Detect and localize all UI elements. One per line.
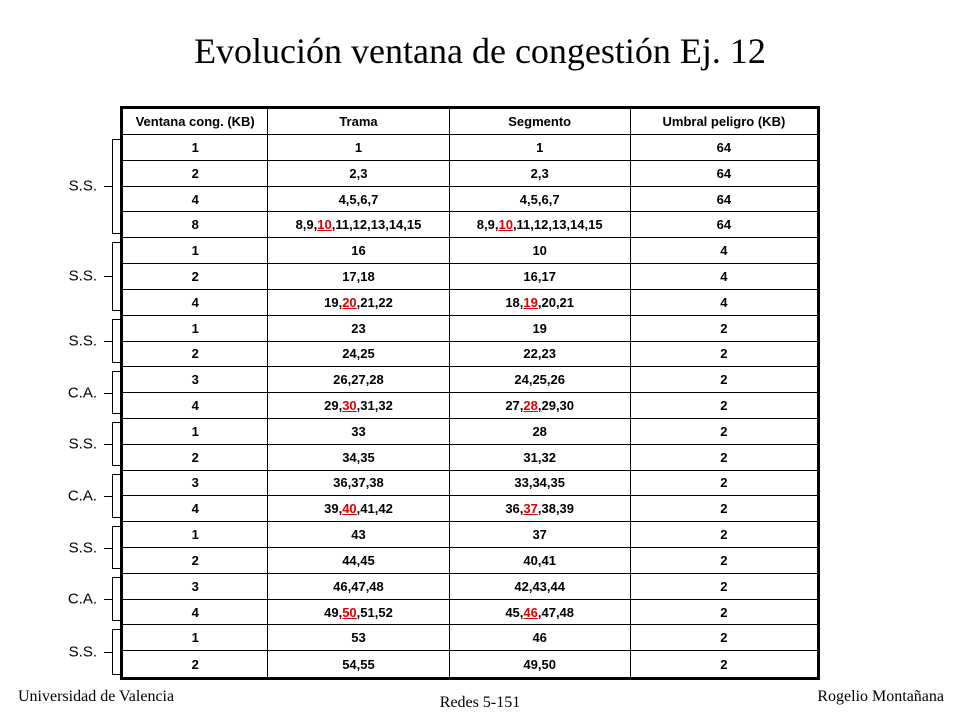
cell-ventana [122, 264, 268, 290]
cell-text: 53 [351, 630, 366, 646]
cell-trama [268, 470, 449, 496]
cell-text: 24,25,26 [514, 372, 565, 388]
cell-trama [268, 522, 449, 548]
cell-trama [268, 341, 449, 367]
cell-trama [268, 315, 449, 341]
cell-segmento [449, 212, 630, 238]
lost-segment-highlight: 10 [498, 217, 513, 233]
cell-ventana [122, 212, 268, 238]
phase-label: S.S. [68, 332, 97, 350]
cell-text: 49,50 [523, 656, 556, 672]
cell-text: 2 [720, 656, 728, 672]
table-row [122, 212, 819, 238]
cell-text: 64 [716, 191, 732, 207]
phase-label: C.A. [67, 590, 97, 608]
cell-umbral [630, 186, 818, 212]
cell-text: 4,5,6,7 [519, 191, 560, 207]
bracket-line [112, 242, 122, 311]
phase-label: C.A. [67, 384, 97, 402]
cell-umbral [630, 341, 818, 367]
cell-segmento [449, 651, 630, 679]
cell-segmento [449, 625, 630, 651]
phase-label: S.S. [68, 177, 97, 195]
cell-text: 1 [191, 527, 199, 543]
cell-text: 4 [720, 268, 728, 284]
cell-text: 4 [720, 294, 728, 310]
cell-umbral [630, 289, 818, 315]
cell-text: 40,41 [523, 552, 556, 568]
lost-segment-highlight: 20 [342, 294, 357, 310]
cell-umbral [630, 367, 818, 393]
cell-text: 4 [191, 398, 199, 414]
table-row [122, 470, 819, 496]
cell-text: 2 [191, 552, 199, 568]
cell-ventana [122, 573, 268, 599]
cell-text: 23 [351, 320, 366, 336]
bracket-tick [104, 276, 112, 277]
cell-text: 1 [191, 320, 199, 336]
cell-ventana [122, 160, 268, 186]
cell-trama [268, 186, 449, 212]
cell-text: 28 [532, 423, 547, 439]
cell-text: 2 [191, 449, 199, 465]
header-trama: Trama [268, 108, 449, 135]
cell-text: 64 [716, 139, 732, 155]
cell-trama [268, 160, 449, 186]
cell-text: 29, [324, 398, 343, 414]
table-row [122, 522, 819, 548]
cell-text: 43 [351, 527, 366, 543]
cell-trama [268, 135, 449, 161]
cell-text: 19 [532, 320, 547, 336]
cell-text: 2 [720, 372, 728, 388]
cell-text: 27, [505, 398, 524, 414]
cell-segmento [449, 599, 630, 625]
cell-text: 2 [191, 346, 199, 362]
cell-segmento [449, 160, 630, 186]
cell-ventana [122, 186, 268, 212]
cell-text: 37 [532, 527, 547, 543]
cell-text: ,29,30 [537, 398, 575, 414]
cell-text: 4 [191, 501, 199, 517]
cell-segmento [449, 522, 630, 548]
cell-ventana [122, 548, 268, 574]
footer-author: Rogelio Montañana [817, 688, 944, 705]
cell-ventana [122, 625, 268, 651]
bracket-line [112, 422, 122, 466]
lost-segment-highlight: 46 [523, 604, 538, 620]
lost-segment-highlight: 40 [342, 501, 357, 517]
cell-trama [268, 444, 449, 470]
cell-trama [268, 496, 449, 522]
cell-ventana [122, 393, 268, 419]
cell-text: 36, [505, 501, 524, 517]
cell-text: ,11,12,13,14,15 [512, 217, 603, 233]
cell-segmento [449, 496, 630, 522]
cell-ventana [122, 599, 268, 625]
cell-text: 2 [720, 630, 728, 646]
cell-ventana [122, 341, 268, 367]
cell-trama [268, 548, 449, 574]
lost-segment-highlight: 37 [523, 501, 538, 517]
cell-text: 4 [191, 294, 199, 310]
cell-trama [268, 212, 449, 238]
phase-label: S.S. [68, 539, 97, 556]
bracket-line [112, 139, 122, 234]
table-row [122, 625, 819, 651]
bracket-tick [104, 599, 112, 600]
cell-text: 34,35 [342, 449, 375, 465]
cell-ventana [122, 522, 268, 548]
cell-umbral [630, 444, 818, 470]
cell-text: 49, [324, 604, 343, 620]
cell-text: ,20,21 [537, 294, 575, 310]
table-row [122, 548, 819, 574]
cell-ventana [122, 289, 268, 315]
cell-umbral [630, 522, 818, 548]
bracket-tick [104, 186, 112, 187]
cell-text: 2 [191, 656, 199, 672]
cell-text: 54,55 [342, 656, 375, 672]
cell-text: ,21,22 [356, 294, 393, 310]
cell-trama [268, 289, 449, 315]
cell-text: 64 [716, 217, 732, 233]
bracket-tick [104, 548, 112, 549]
table-row [122, 599, 819, 625]
cell-text: 26,27,28 [333, 372, 384, 388]
cell-segmento [449, 367, 630, 393]
table-body [122, 135, 819, 679]
table-row [122, 496, 819, 522]
cell-segmento [449, 573, 630, 599]
cell-umbral [630, 625, 818, 651]
table-header-row [122, 108, 819, 135]
cell-text: 22,23 [523, 346, 556, 362]
cell-ventana [122, 135, 268, 161]
cell-trama [268, 418, 449, 444]
cell-text: 45, [505, 604, 524, 620]
cell-text: 1 [191, 139, 199, 155]
cell-text: 2,3 [530, 165, 549, 181]
cell-ventana [122, 315, 268, 341]
cell-segmento [449, 264, 630, 290]
cell-text: ,41,42 [356, 501, 393, 517]
cell-text: 3 [191, 578, 199, 594]
cell-text: 2 [191, 165, 199, 181]
cell-umbral [630, 548, 818, 574]
table-row [122, 264, 819, 290]
bracket-line [112, 526, 122, 570]
cell-text: ,38,39 [537, 501, 575, 517]
table-row [122, 367, 819, 393]
cell-umbral [630, 573, 818, 599]
bracket-tick [104, 496, 112, 497]
lost-segment-highlight: 30 [342, 398, 357, 414]
cell-segmento [449, 444, 630, 470]
cell-ventana [122, 496, 268, 522]
cell-text: 2 [720, 501, 728, 517]
lost-segment-highlight: 19 [523, 294, 538, 310]
cell-text: 2 [720, 320, 728, 336]
cell-segmento [449, 186, 630, 212]
header-umbral: Umbral peligro (KB) [630, 108, 818, 135]
bracket-tick [104, 444, 112, 445]
cell-text: 16,17 [523, 268, 556, 284]
cell-segmento [449, 315, 630, 341]
table-row [122, 238, 819, 264]
cell-text: 2,3 [349, 165, 368, 181]
bracket-line [112, 371, 122, 415]
cell-segmento [449, 289, 630, 315]
table-row [122, 341, 819, 367]
cell-segmento [449, 548, 630, 574]
bracket-line [112, 629, 122, 675]
cell-text: 42,43,44 [514, 578, 565, 594]
cell-text: 2 [720, 398, 728, 414]
cell-text: 33 [351, 423, 366, 439]
cell-trama [268, 573, 449, 599]
cell-text: 19, [324, 294, 343, 310]
cell-text: 1 [536, 139, 544, 155]
cell-text: 64 [716, 165, 732, 181]
footer-slide-number: Redes 5-151 [439, 694, 521, 711]
cell-text: 8,9, [295, 217, 318, 233]
cell-text: 2 [720, 604, 728, 620]
cell-text: ,51,52 [356, 604, 393, 620]
cell-umbral [630, 470, 818, 496]
cell-text: 4 [720, 243, 728, 259]
cell-text: 18, [505, 294, 524, 310]
cell-text: 24,25 [342, 346, 375, 362]
cell-segmento [449, 418, 630, 444]
table-row [122, 160, 819, 186]
cell-trama [268, 651, 449, 679]
cell-text: 2 [720, 578, 728, 594]
congestion-window-table [120, 106, 820, 680]
cell-umbral [630, 315, 818, 341]
cell-umbral [630, 238, 818, 264]
cell-umbral [630, 496, 818, 522]
cell-umbral [630, 212, 818, 238]
cell-text: 33,34,35 [514, 475, 565, 491]
table-row [122, 315, 819, 341]
lost-segment-highlight: 28 [523, 398, 538, 414]
cell-trama [268, 599, 449, 625]
phase-label: S.S. [68, 435, 97, 453]
cell-ventana [122, 470, 268, 496]
cell-segmento [449, 341, 630, 367]
cell-text: 2 [720, 527, 728, 543]
cell-text: 44,45 [342, 552, 375, 568]
cell-text: 1 [191, 423, 199, 439]
cell-text: ,47,48 [537, 604, 575, 620]
cell-text: 31,32 [523, 449, 556, 465]
table-row [122, 573, 819, 599]
cell-umbral [630, 418, 818, 444]
cell-umbral [630, 651, 818, 679]
lost-segment-highlight: 50 [342, 604, 357, 620]
table-row [122, 418, 819, 444]
cell-text: 3 [191, 475, 199, 491]
slide-title: Evolución ventana de congestión Ej. 12 [194, 31, 766, 71]
cell-ventana [122, 238, 268, 264]
cell-umbral [630, 160, 818, 186]
table-row [122, 393, 819, 419]
cell-text: ,11,12,13,14,15 [331, 217, 422, 233]
cell-segmento [449, 135, 630, 161]
cell-text: 16 [351, 243, 366, 259]
cell-text: 1 [354, 139, 363, 155]
bracket-line [112, 474, 122, 518]
cell-umbral [630, 135, 818, 161]
cell-text: 46,47,48 [333, 578, 384, 594]
cell-ventana [122, 651, 268, 679]
cell-text: 2 [720, 423, 728, 439]
cell-umbral [630, 264, 818, 290]
cell-text: 17,18 [342, 268, 375, 284]
footer-university: Universidad de Valencia [18, 688, 175, 705]
phase-label: S.S. [68, 267, 97, 285]
cell-trama [268, 238, 449, 264]
bracket-tick [104, 652, 112, 653]
table-row [122, 186, 819, 212]
cell-text: ,31,32 [356, 398, 393, 414]
phase-label: C.A. [67, 487, 97, 505]
cell-segmento [449, 238, 630, 264]
table-row [122, 651, 819, 679]
cell-text: 2 [720, 475, 728, 491]
cell-trama [268, 264, 449, 290]
bracket-tick [104, 341, 112, 342]
cell-text: 2 [191, 268, 199, 284]
cell-segmento [449, 393, 630, 419]
cell-text: 46 [532, 630, 547, 646]
table-row [122, 289, 819, 315]
cell-text: 4,5,6,7 [338, 191, 379, 207]
lost-segment-highlight: 10 [317, 217, 332, 233]
cell-trama [268, 367, 449, 393]
cell-ventana [122, 418, 268, 444]
cell-umbral [630, 393, 818, 419]
cell-trama [268, 393, 449, 419]
cell-text: 2 [720, 552, 728, 568]
cell-umbral [630, 599, 818, 625]
cell-text: 4 [191, 191, 199, 207]
cell-text: 39, [324, 501, 343, 517]
cell-text: 8,9, [476, 217, 499, 233]
cell-ventana [122, 444, 268, 470]
cell-text: 36,37,38 [333, 475, 384, 491]
header-segmento: Segmento [449, 108, 630, 135]
cell-text: 1 [191, 243, 199, 259]
table-row [122, 135, 819, 161]
bracket-tick [104, 393, 112, 394]
cell-ventana [122, 367, 268, 393]
cell-text: 3 [191, 372, 199, 388]
cell-text: 1 [191, 630, 199, 646]
bracket-line [112, 319, 122, 363]
table-row [122, 444, 819, 470]
cell-trama [268, 625, 449, 651]
header-ventana: Ventana cong. (KB) [122, 108, 268, 135]
cell-text: 8 [191, 217, 199, 233]
bracket-line [112, 577, 122, 621]
cell-segmento [449, 470, 630, 496]
cell-text: 2 [720, 449, 728, 465]
cell-text: 4 [191, 604, 199, 620]
cell-text: 10 [532, 243, 547, 259]
phase-label: S.S. [68, 643, 97, 661]
cell-text: 2 [720, 346, 728, 362]
